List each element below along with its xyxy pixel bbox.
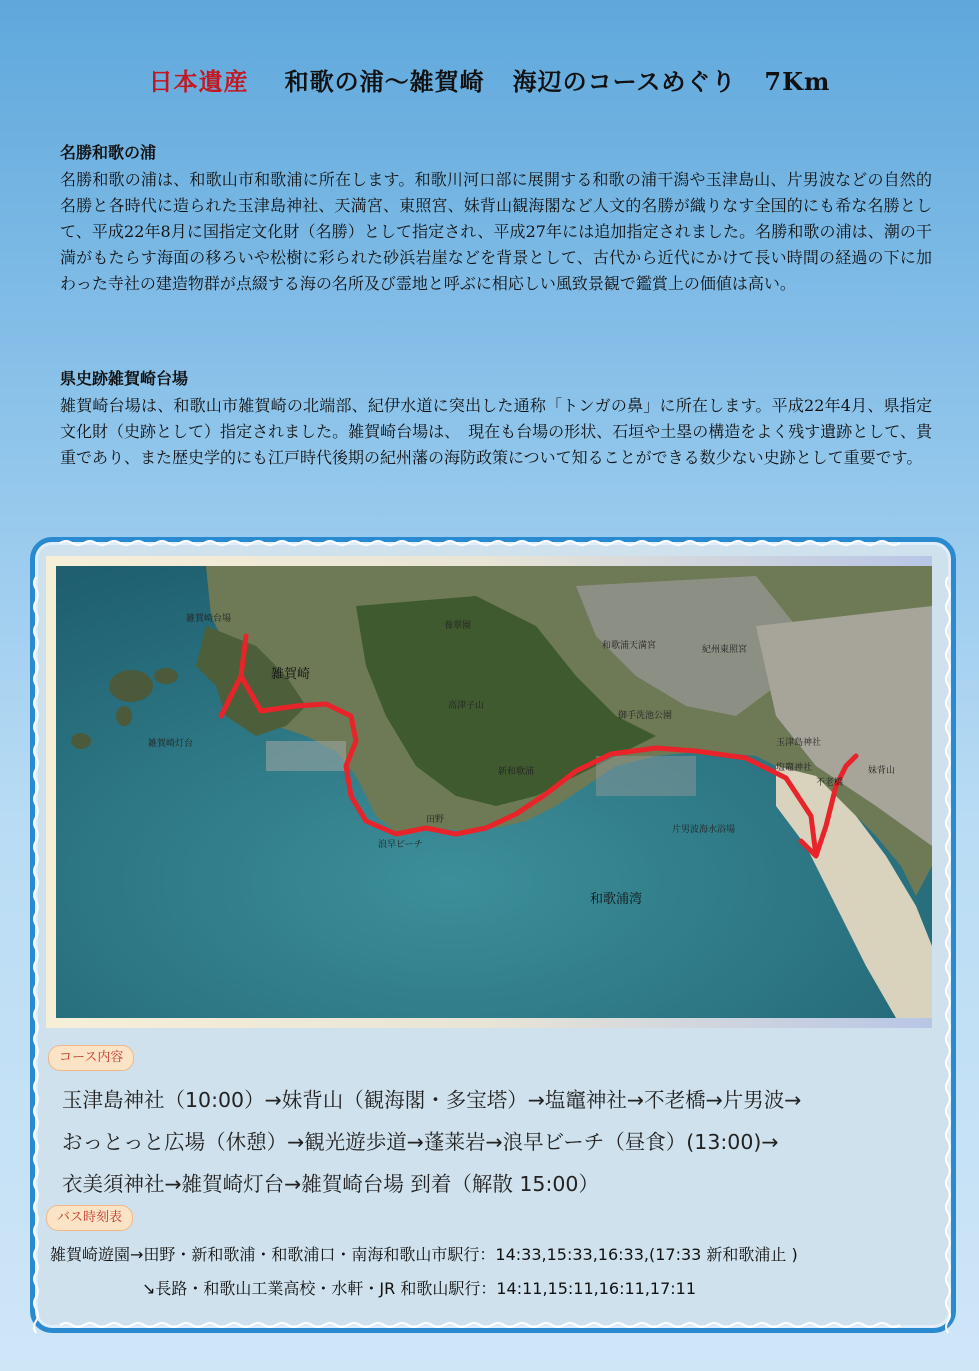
course-line: 玉津島神社（10:00）→妹背山（観海閣・多宝塔）→塩竈神社→不老橋→片男波→ [62, 1088, 802, 1112]
map-label: 雑賀崎 [271, 667, 311, 682]
map-label: 新和歌浦 [498, 767, 535, 777]
map-label: 和歌浦湾 [590, 892, 643, 907]
map-label: 雑賀崎台場 [186, 614, 232, 624]
map-label: 田野 [426, 815, 445, 825]
map-label: 養翠園 [444, 621, 472, 631]
map-label: 塩竈神社 [776, 763, 813, 773]
section-heading: 名勝和歌の浦 [60, 143, 157, 162]
map-label: 片男波海水浴場 [672, 825, 736, 835]
section-body: 名勝和歌の浦は、和歌山市和歌浦に所在します。和歌川河口部に展開する和歌の浦干潟や玉津島山、片男波などの自然的名勝と各時代に造られた玉津島神社、天満宮、東照宮、妹背山観海閣など人文的名勝が織りなす全国的にも希な名勝として、平成22年8月に国指定文化財（名勝）として指定され、平成27年には追加指定されました。名勝和歌の浦は、潮の干満がもたらす海面の移ろいや松樹に彩られた砂浜岩崖などを背景として、古代から近代にかけて長い時間の経過の下に加わった寺社の建造物群が点綴する海の名所及び霊地と呼ぶに相応しい風致景観で鑑賞上の価値は高い。 [60, 170, 932, 293]
map-label: 妹背山 [868, 766, 896, 776]
title-part1: 和歌の浦〜雑賀崎 [284, 67, 485, 96]
map-label: 和歌浦天満宮 [602, 641, 657, 651]
map-label: 不老橋 [816, 778, 844, 788]
title-prefix: 日本遺産 [148, 67, 249, 96]
course-line: 衣美須神社→雑賀崎灯台→雑賀崎台場 到着（解散 15:00） [62, 1172, 599, 1196]
page-title [0, 62, 979, 97]
map-label: 紀州東照宮 [702, 645, 748, 655]
map-label: 高津子山 [448, 701, 485, 711]
section-wakanoura [60, 140, 932, 297]
bus-tag: バス時刻表 [46, 1205, 133, 1231]
bus-line: ↘長路・和歌山工業高校・水軒・JR 和歌山駅行：14:11,15:11,16:11,17:11 [142, 1279, 697, 1298]
map-label: 浪早ビーチ [378, 840, 423, 850]
map-label: 御手洗池公園 [618, 711, 673, 721]
map-label: 玉津島神社 [776, 738, 822, 748]
map-label: 雑賀崎灯台 [148, 739, 194, 749]
bus-line: 雑賀崎遊園→田野・新和歌浦・和歌浦口・南海和歌山市駅行：14:33,15:33,16:33,(17:33 新和歌浦止 ) [50, 1245, 798, 1264]
section-saikazaki-daiba [60, 366, 932, 471]
section-body: 雑賀崎台場は、和歌山市雑賀崎の北端部、紀伊水道に突出した通称「トンガの鼻」に所在します。平成22年4月、県指定文化財（史跡として）指定されました。雑賀崎台場は、 現在も台場の形状、石垣や土塁の構造をよく残す遺跡として、貴重であり、また歴史学的にも江戸時代後期の紀州藩の海防政策について知ることができる数少ない史跡として重要です。 [60, 396, 932, 467]
course-tag: コース内容 [48, 1045, 134, 1071]
course-line: おっとっと広場（休憩）→観光遊歩道→蓬莱岩→浪早ビーチ（昼食）(13:00)→ [62, 1130, 779, 1154]
aerial-route-map [56, 566, 932, 1018]
section-heading: 県史跡雑賀崎台場 [60, 369, 189, 388]
title-distance: 7Km [764, 67, 831, 96]
title-part2: 海辺のコースめぐり [512, 67, 737, 96]
